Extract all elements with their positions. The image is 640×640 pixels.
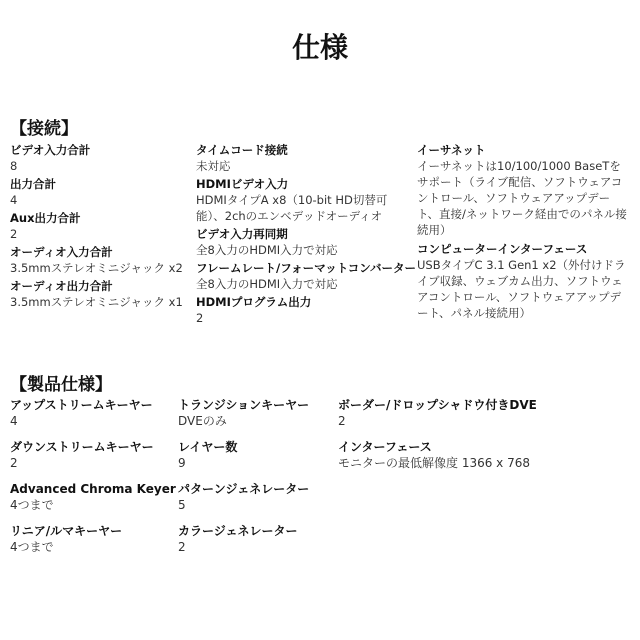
spec-hdmi-program-output bbox=[196, 294, 411, 326]
spec-value: 9 bbox=[178, 456, 186, 470]
spec-computer-interface bbox=[417, 241, 632, 321]
connections-column-2 bbox=[196, 142, 416, 328]
spec-value: 全8入力のHDMI入力で対応 bbox=[196, 243, 338, 257]
spec-label: レイヤー数 bbox=[178, 440, 238, 454]
spec-label: HDMIビデオ入力 bbox=[196, 177, 289, 191]
spec-value: HDMIタイプA x8（10-bit HD切替可能）、2chのエンベデッドオーディオ bbox=[196, 193, 388, 223]
connections-heading: 【接続】 bbox=[10, 119, 78, 139]
spec-label: HDMIプログラム出力 bbox=[196, 295, 312, 309]
product-heading: 【製品仕様】 bbox=[10, 375, 112, 395]
spec-value: 2 bbox=[178, 540, 186, 554]
spec-audio-outputs bbox=[10, 278, 190, 310]
spec-value: 3.5mmステレオミニジャック x1 bbox=[10, 295, 183, 309]
spec-value: 2 bbox=[10, 227, 18, 241]
spec-label: オーディオ入力合計 bbox=[10, 245, 113, 259]
spec-value: イーサネットは10/100/1000 BaseTをサポート（ライブ配信、ソフトウェアコントロール、ソフトウェアアップデート、直接/ネットワーク経由でのパネル接続用） bbox=[417, 159, 627, 237]
spec-value: USBタイプC 3.1 Gen1 x2（外付けドライブ収録、ウェブカム出力、ソフトウェアコントロール、ソフトウェアアップデート、パネル接続用） bbox=[417, 258, 626, 320]
spec-interface bbox=[338, 439, 633, 471]
spec-label: パターンジェネレーター bbox=[178, 482, 310, 496]
spec-color-generator bbox=[178, 523, 338, 555]
spec-layers bbox=[178, 439, 338, 471]
spec-label: 出力合計 bbox=[10, 177, 56, 191]
spec-value: 4つまで bbox=[10, 498, 54, 512]
spec-value: 8 bbox=[10, 159, 18, 173]
spec-label: カラージェネレーター bbox=[178, 524, 298, 538]
spec-timecode bbox=[196, 142, 411, 174]
spec-value: 未対応 bbox=[196, 159, 231, 173]
spec-label: オーディオ出力合計 bbox=[10, 279, 113, 293]
spec-hdmi-video-input bbox=[196, 176, 411, 224]
page-title: 仕様 bbox=[291, 31, 348, 64]
spec-value: 4つまで bbox=[10, 540, 54, 554]
spec-value: DVEのみ bbox=[178, 414, 227, 428]
spec-label: ボーダー/ドロップシャドウ付きDVE bbox=[338, 398, 537, 412]
spec-value: 3.5mmステレオミニジャック x2 bbox=[10, 261, 183, 275]
spec-label: アップストリームキーヤー bbox=[10, 398, 153, 412]
spec-downstream-keyers bbox=[10, 439, 175, 471]
spec-value: 2 bbox=[196, 311, 204, 325]
spec-label: Advanced Chroma Keyer bbox=[10, 482, 176, 496]
spec-input-resync bbox=[196, 226, 411, 258]
spec-transition-keyer bbox=[178, 397, 338, 429]
spec-value: 4 bbox=[10, 193, 18, 207]
spec-upstream-keyers bbox=[10, 397, 175, 429]
spec-value: 5 bbox=[178, 498, 186, 512]
spec-label: ビデオ入力再同期 bbox=[196, 227, 288, 241]
spec-label: Aux出力合計 bbox=[10, 211, 81, 225]
spec-dve bbox=[338, 397, 633, 429]
spec-value: 全8入力のHDMI入力で対応 bbox=[196, 277, 338, 291]
product-column-1 bbox=[10, 397, 175, 565]
spec-value: モニターの最低解像度 1366 x 768 bbox=[338, 456, 530, 470]
spec-value: 2 bbox=[338, 414, 346, 428]
spec-aux-outputs bbox=[10, 210, 190, 242]
spec-label: リニア/ルマキーヤー bbox=[10, 524, 123, 538]
spec-linear-luma-keyer bbox=[10, 523, 175, 555]
spec-label: コンピューターインターフェース bbox=[417, 242, 588, 256]
connections-column-1 bbox=[10, 142, 190, 312]
spec-label: ビデオ入力合計 bbox=[10, 143, 91, 157]
spec-label: インターフェース bbox=[338, 440, 432, 454]
product-column-2 bbox=[178, 397, 338, 565]
product-column-3 bbox=[338, 397, 633, 481]
spec-value: 2 bbox=[10, 456, 18, 470]
spec-frame-converter bbox=[196, 260, 416, 292]
connections-column-3 bbox=[417, 142, 632, 323]
spec-label: タイムコード接続 bbox=[196, 143, 288, 157]
spec-label: フレームレート/フォーマットコンバーター bbox=[196, 261, 416, 275]
spec-label: イーサネット bbox=[417, 143, 486, 157]
spec-outputs bbox=[10, 176, 190, 208]
spec-audio-inputs bbox=[10, 244, 190, 276]
spec-pattern-generator bbox=[178, 481, 338, 513]
spec-ethernet bbox=[417, 142, 632, 238]
spec-label: トランジションキーヤー bbox=[178, 398, 310, 412]
spec-value: 4 bbox=[10, 414, 18, 428]
spec-label: ダウンストリームキーヤー bbox=[10, 440, 154, 454]
spec-chroma-keyer bbox=[10, 481, 175, 513]
spec-video-inputs bbox=[10, 142, 190, 174]
